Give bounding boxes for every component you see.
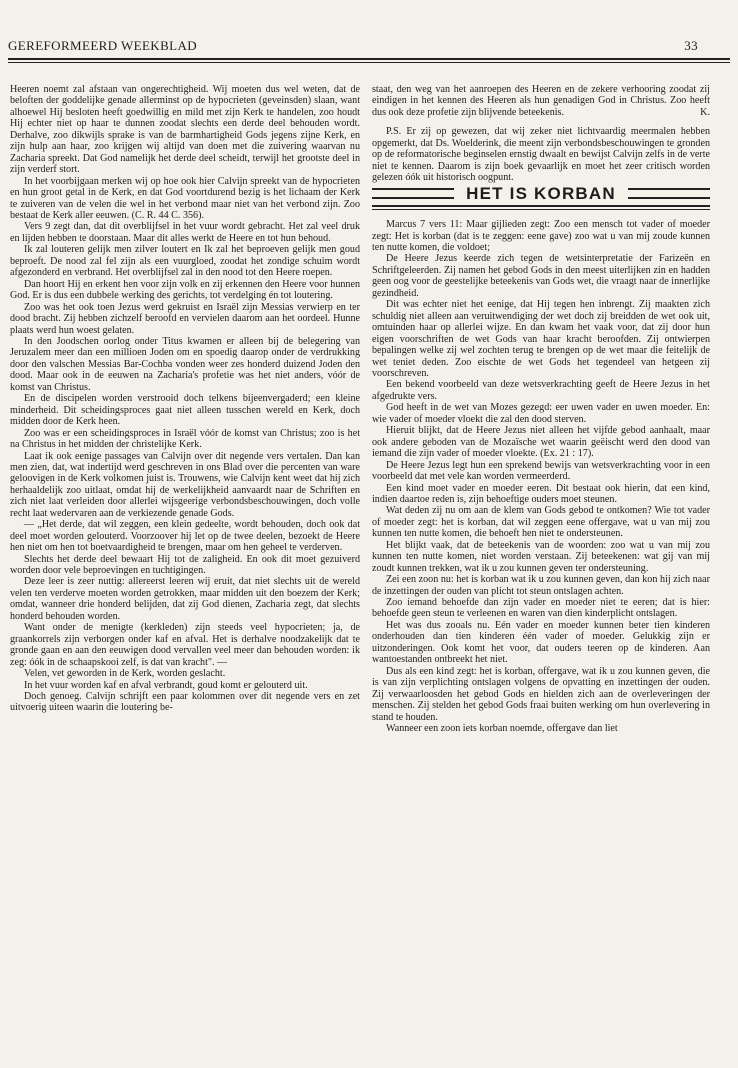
paragraph: Marcus 7 vers 11: Maar gijlieden zegt: Zoo een mensch tot vader of moeder zegt: Het is korban (dat is te zeggen: eene gave) zoo wat u van mij zoude kunnen ten nutte komen, die voldoet; bbox=[372, 219, 710, 253]
paragraph: Een bekend voorbeeld van deze wetsverkrachting geeft de Heere Jezus in het afgedrukte vers. bbox=[372, 379, 710, 402]
paragraph: Zoo was er een scheidingsproces in Israël vóór de komst van Christus; zoo is het na Christus in het midden der christelijke Kerk. bbox=[10, 427, 360, 451]
paragraph: Want onder de menigte (kerkleden) zijn steeds veel hypocrieten; ja, de graankorrels zijn verborgen onder kaf en afval. Het is derhalve noodzakelijk dat te gronde gaan en aan den eeuwigen dood vervallen veel meer dan behouden worden: ik zeg: óók in de schaapskooi zelf, is dat van kracht". — bbox=[10, 622, 360, 668]
paragraph: Laat ik ook eenige passages van Calvijn over dit negende vers vertalen. Dan kan men zien, dat, wat indertijd werd geschreven in ons Blad over die percenten van ware geloovigen in de Kerk volkomen juist is. Trouwens, wie Calvijn kent weet dat hij zich herhaaldelijk zoo uitlaat, omdat hij de werkelijkheid aanvaardt naar de Schriften en zich niet laat verleiden door allerlei wijsgeerige verbondsbeschouwingen, doch volle recht laat wedervaren aan de verkiezende genade Gods. bbox=[10, 450, 360, 519]
page-number: 33 bbox=[684, 38, 698, 53]
paragraph: Wanneer een zoon iets korban noemde, offergave dan liet bbox=[386, 723, 618, 735]
paragraph: In het voorbijgaan merken wij op hoe ook hier Calvijn spreekt van de hypocrieten en hun groot getal in de Kerk, en dat God voortdurend bezig is het lichaam der Kerk te zuiveren van de velen die wel in het verbond maar niet van het verbond zijn. Zoo bestaat de Kerk aller eeuwen. (C. R. 44 C. 356). bbox=[10, 175, 360, 221]
continuation-text: staat, den weg van het aanroepen des Heeren en de zekere verhooring zoodat zij eindigen in het kennen des Heeren als hun genadigen God in Christus. Zoo heeft dus ook deze profetie zijn blijvende beteekenis. bbox=[372, 84, 710, 118]
header-rule bbox=[8, 58, 730, 63]
article-title-block bbox=[372, 183, 710, 210]
paragraph: Zoo was het ook toen Jezus werd gekruist en Israël zijn Messias verwierp en ter dood bracht. Zij hebben zichzelf beroofd en vervielen daarom aan het oordeel. Hunne plaats werd hun woest gelaten. bbox=[10, 301, 360, 336]
title-underline bbox=[372, 205, 710, 210]
author-signature: K. bbox=[700, 106, 710, 118]
article-title: HET IS KORBAN bbox=[466, 183, 616, 203]
continuation-paragraph bbox=[372, 84, 710, 118]
page-header bbox=[8, 38, 698, 54]
paragraph: Dit was echter niet het eenige, dat Hij tegen hen inbrengt. Zij maakten zich schuldig niet alleen aan veruitwendiging der wet doch zij breidden de wet ook uit, omtuinden haar op allerlei wijze. En dan kwam het vaak voor, dat zij door hun eigen voorschriften de wet Gods van haar kracht beroofden. Zij ontwierpen bepalingen welke zij wel zochten terug te brengen op de wet maar die feitelijk de wet teniet deden. Zoo eischte de wet Gods het tegendeel van hetgeen zij voorschreven. bbox=[372, 299, 710, 379]
paragraph: Heeren noemt zal afstaan van ongerechtigheid. Wij moeten dus wel weten, dat de beloften der goddelijke genade allerminst op de hypocrieten (geveinsden) slaan, want alhoewel Hij besloten heeft goedwillig en mild met zijn Kerk te handelen, zoo houdt Hij echter niet op haar te dunnen zoodat slechts een derde deel behouden wordt. Derhalve, zoo dikwijls sprake is van de barmhartigheid Gods jegens zijne Kerk, en zijn hulp aan haar, zoo krijgen wij altijd van doen met die zuivering waarvan nu Zacharia spreekt. Dat God namelijk het derde deel scheidt, terwijl het grootste deel in zijn verderf stort. bbox=[10, 84, 360, 176]
paragraph: Doch genoeg. Calvijn schrijft een paar kolommen over dit negende vers en zet uitvoerig uiteen waarin die loutering be- bbox=[10, 691, 360, 714]
paragraph: Het was dus zooals nu. Eén vader en moeder kunnen beter tien kinderen onderhouden dan tien kinderen één vader of moeder. Gelukkig zijn er uitzonderingen. Ook komt het voor, dat ouders teeren op de kinderen. Aan wantoestanden ontbreekt het niet. bbox=[372, 619, 710, 666]
paragraph: Zoo iemand behoefde dan zijn vader en moeder niet te eeren; dat is hier: behoefde geen steun te verleenen en waren van dien kinderplicht ontslagen. bbox=[372, 597, 710, 620]
paragraph: Hieruit blijkt, dat de Heere Jezus niet alleen het vijfde gebod aanhaalt, maar ook andere geboden van de Mozaïsche wet waarin geëischt werd den dood van iemand die zijn vader of moeder vloekte. (Ex. 21 : 17). bbox=[372, 425, 710, 460]
paragraph: Het blijkt vaak, dat de beteekenis van de woorden: zoo wat u van mij zou kunnen ten nutte komen, niet worden verstaan. Zij beteekenen: wat gij van mij zoudt kunnen trekken, wat ik u zou kunnen geven ter ondersteuning. bbox=[372, 539, 710, 574]
paragraph: In het vuur worden kaf en afval verbrandt, goud komt er gelouterd uit. bbox=[24, 679, 308, 691]
paragraph: Velen, vet geworden in de Kerk, worden geslacht. bbox=[24, 668, 226, 680]
paragraph: De Heere Jezus legt hun een sprekend bewijs van wetsverkrachting voor in een voorbeeld dat met vele kan worden vermeerderd. bbox=[372, 459, 710, 483]
publication-title: GEREFORMEERD WEEKBLAD bbox=[8, 38, 198, 53]
title-rule-right bbox=[628, 188, 710, 199]
right-column bbox=[372, 84, 710, 734]
left-column bbox=[10, 84, 360, 714]
paragraph: De Heere Jezus keerde zich tegen de wetsinterpretatie der Farizeën en Schriftgeleerden. Zij namen het gebod Gods in den meest uiterlijken zin en hadden geen oog voor de geestelijke beteekenis van Gods wet, die vraagt naar de innerlijke gezindheid. bbox=[372, 253, 710, 299]
paragraph: En de discipelen worden verstrooid doch telkens bijeenvergaderd; een kleine minderheid. Dit scheidingsproces gaat niet alleen tusschen wereld en Kerk, doch midden door de Kerk heen. bbox=[10, 393, 360, 428]
title-rule-left bbox=[372, 188, 454, 199]
paragraph: Zei een zoon nu: het is korban wat ik u zou kunnen geven, dan kon hij zich naar de inzettingen der ouden van plicht tot steun ontslagen achten. bbox=[372, 574, 710, 597]
paragraph: Slechts het derde deel bewaart Hij tot de zaligheid. En ook dit moet gezuiverd worden door vele beproevingen en tuchtigingen. bbox=[10, 553, 360, 577]
paragraph: Dan hoort Hij en erkent hen voor zijn volk en zij erkennen den Heere voor hunnen God. Er is dus een dubbele werking des gerichts, tot verdelging én tot loutering. bbox=[10, 278, 360, 302]
paragraph: Wat deden zij nu om aan de klem van Gods gebod te ontkomen? Wie tot vader of moeder zegt: het is korban, dat wil zeggen eene offergave, wat u van mij zou kunnen ten nutte komen, die behoeft hen niet te ondersteunen. bbox=[372, 505, 710, 540]
paragraph: Deze leer is zeer nuttig: allereerst leeren wij eruit, dat niet slechts uit de wereld velen ten verderve moeten worden getrokken, maar midden uit den boezem der Kerk; omdat, wanneer drie honderd belijden, dat zij God dienen, Zacharia zegt, dat slechts honderd behouden worden. bbox=[10, 576, 360, 622]
paragraph: Vers 9 zegt dan, dat dit overblijfsel in het vuur wordt gebracht. Het zal veel druk en lijden hebben te doorstaan. Maar dit alles werkt de Heere en tot hun behoud. bbox=[10, 221, 360, 244]
postscript: P.S. Er zij op gewezen, dat wij zeker niet lichtvaardig meermalen hebben opgemerkt, dat Ds. Woelderink, die meent zijn verbondsbeschouwingen te gronden op de reformatorische beginselen ernstig dwaalt en bewijst Calvijn zelfs in de verte niet te kennen. Daarom is zijn boek gevaarlijk en moet het zeer critisch worden gelezen óók uit historisch oogpunt. bbox=[372, 126, 710, 184]
paragraph: God heeft in de wet van Mozes gezegd: eer uwen vader en uwen moeder. En: wie vader of moeder vloekt die zal den dood sterven. bbox=[372, 402, 710, 425]
paragraph: Ik zal louteren gelijk men zilver loutert en Ik zal het beproeven gelijk men goud beproeft. De nood zal fel zijn als een vuurgloed, zoodat het zondige schuim wordt afgezonderd en verbrand. Het overblijfsel zal in den nood tot den Heere roepen. bbox=[10, 244, 360, 279]
paragraph: Dus als een kind zegt: het is korban, offergave, wat ik u zou kunnen geven, die is van zijn verplichting ontslagen volgens de opvatting en inzettingen der ouden. Zij verwaarloosden het gebod Gods en hielden zich aan de overleveringen der menschen. Zij stelden het gebod Gods fraai buiten werking om hun overlevering in stand te houden. bbox=[372, 665, 710, 723]
paragraph: In den Joodschen oorlog onder Titus kwamen er alleen bij de belegering van Jeruzalem meer dan een millioen Joden om en spoedig daarop onder de verdrukking door den valschen Messias Bar-Cochba vonden weer zes honderd duizend Joden den dood. Maar ook in de eeuwen na Zacharia's profetie was het niet anders, vóór de komst van Christus. bbox=[10, 335, 360, 393]
paragraph: Een kind moet vader en moeder eeren. Dit bestaat ook hierin, dat een kind, indien daartoe reden is, zijn behoeftige ouders moet steunen. bbox=[372, 482, 710, 505]
paragraph: — „Het derde, dat wil zeggen, een klein gedeelte, wordt behouden, doch ook dat deel moet worden gelouterd. Voorzoover hij let op de twee deelen, bezoekt de Heere hen niet om hen tot boetvaardigheid te brengen, maar om hen geheel te verderven. bbox=[10, 519, 360, 554]
